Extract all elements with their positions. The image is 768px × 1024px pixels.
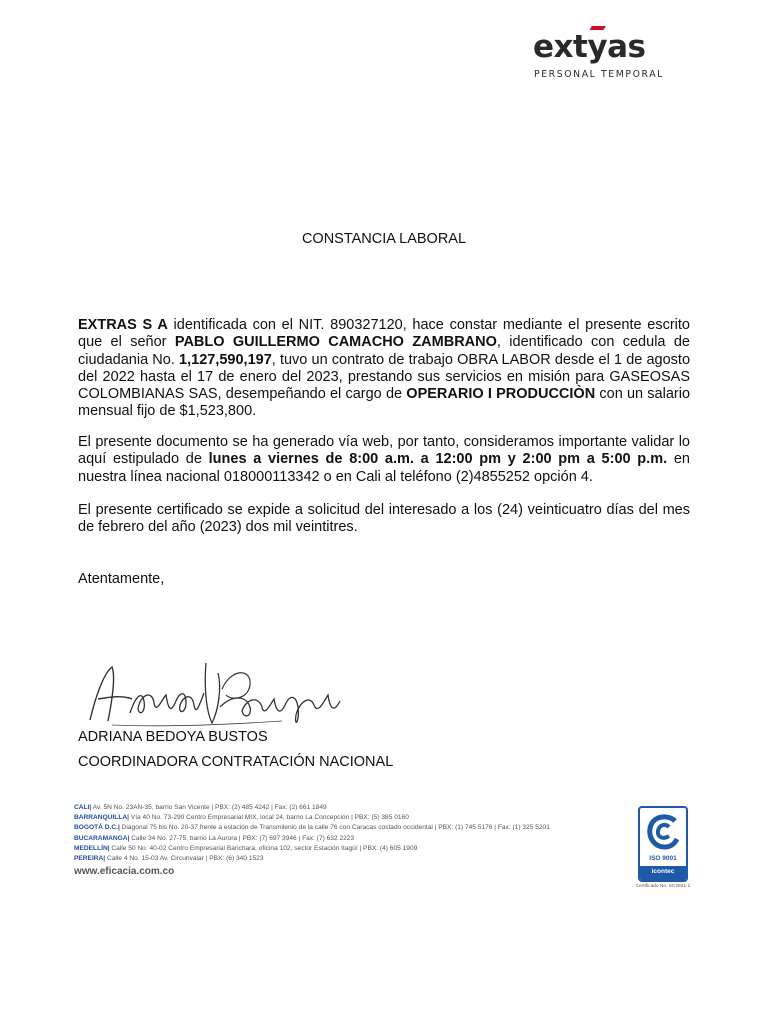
bold-text-run: PABLO GUILLERMO CAMACHO ZAMBRANO (174, 334, 497, 351)
certificate-number: Certificado No. SC2841-1 (635, 884, 691, 889)
closing-salutation: Atentamente, (78, 571, 165, 587)
text-run: El presente documento se ha generado vía web, por tanto, consideramos importante validar lo aquí estipulado de (78, 434, 690, 468)
text-run: , tuvo un contrato de trabajo OBRA LABOR desde el 1 de agosto del 2022 hasta el 17 de enero del 2023, prestando sus servicios en misión para GASEOSAS COLOMBIANAS SAS, desempeñando el cargo de (78, 351, 691, 403)
logo-wordmark-start: ext (533, 29, 588, 65)
signer-role: COORDINADORA CONTRATACIÓN NACIONAL (78, 754, 394, 770)
office-row (74, 813, 614, 823)
office-details: Diagonal 75 bis No. 20-37 frente a estación de Transmilenio de la calle 76 con Caracas costado occidental | PBX: (1) 745 5176 | Fax: (1) 325 5201 (119, 824, 550, 832)
office-details: Calle 50 No. 40-02 Centro Empresarial Barichara, oficina 102, sector Estación Itagüí | PBX: (4) 605 1909 (109, 844, 418, 852)
office-details: Calle 4 No. 15-03 Av. Circunvalar | PBX: (6) 340 1523 (105, 855, 264, 863)
website-link[interactable]: www.eficacia.com.co (74, 866, 175, 878)
office-city: PEREIRA| (74, 855, 106, 863)
bold-text-run: lunes a viernes de 8:00 a.m. a 12:00 pm y 2:00 pm a 5:00 p.m. (208, 451, 668, 468)
certifier-name: icontec (651, 868, 675, 875)
issuance-paragraph (78, 502, 690, 537)
text-run: El presente certificado se expide a solicitud del interesado a los (24) veinticuatro días del mes de febrero del año (2023) dos mil veintitres. (78, 502, 690, 536)
employment-paragraph (78, 317, 690, 421)
office-row (74, 844, 614, 854)
office-row (74, 823, 614, 833)
office-row (74, 834, 614, 844)
text-run: , identificado con cedula de ciudadania No. (78, 334, 690, 368)
bold-text-run: 1,127,590,197 (179, 351, 272, 368)
logo-wordmark-y: y (587, 32, 607, 63)
office-city: CALI| (74, 804, 92, 811)
iso-standard-label: ISO 9001 (649, 855, 677, 862)
text-run: con un salario mensual fijo de $1,523,800. (78, 386, 691, 420)
icontec-logo-icon (645, 813, 681, 851)
office-row (74, 803, 614, 813)
logo-wordmark-end: as (607, 29, 646, 65)
text-run: identificada con el NIT. 890327120, hace constar mediante el presente escrito que el señor (78, 317, 690, 351)
bold-text-run: OPERARIO I PRODUCCIÒN (406, 386, 596, 403)
footer-offices (74, 803, 614, 878)
office-city: BOGOTÁ D.C.| (74, 824, 120, 832)
iso-certification-badge (638, 806, 688, 882)
handwritten-signature (82, 655, 347, 733)
logo-accent-mark (586, 26, 606, 36)
office-city: BARRANQUILLA| (74, 814, 129, 822)
signer-name: ADRIANA BEDOYA BUSTOS (78, 729, 268, 745)
office-city: BUCARAMANGA| (74, 834, 130, 842)
office-details: Av. 5N No. 23AN-35, barrio San Vicente | PBX: (2) 485 4242 | Fax: (2) 661 1849 (91, 804, 327, 811)
document-title: CONSTANCIA LABORAL (301, 231, 467, 247)
office-row (74, 854, 614, 864)
office-city: MEDELLÍN| (74, 844, 110, 852)
validation-paragraph (78, 434, 690, 486)
logo-tagline: PERSONAL TEMPORAL (534, 69, 664, 80)
logo-wordmark (533, 29, 646, 65)
bold-text-run: EXTRAS S A (78, 317, 168, 333)
text-run: en nuestra línea nacional 018000113342 o en Cali al teléfono (2)4855252 opción 4. (78, 451, 690, 485)
office-details: Calle 34 No. 27-75, barrio La Aurora | PBX: (7) 697 3946 | Fax: (7) 632 2223 (129, 834, 355, 842)
company-logo (530, 29, 670, 82)
office-details: Vía 40 No. 73-290 Centro Empresarial MIX, local 24, barrio La Concepción | PBX: (5) 385 0160 (128, 814, 409, 822)
